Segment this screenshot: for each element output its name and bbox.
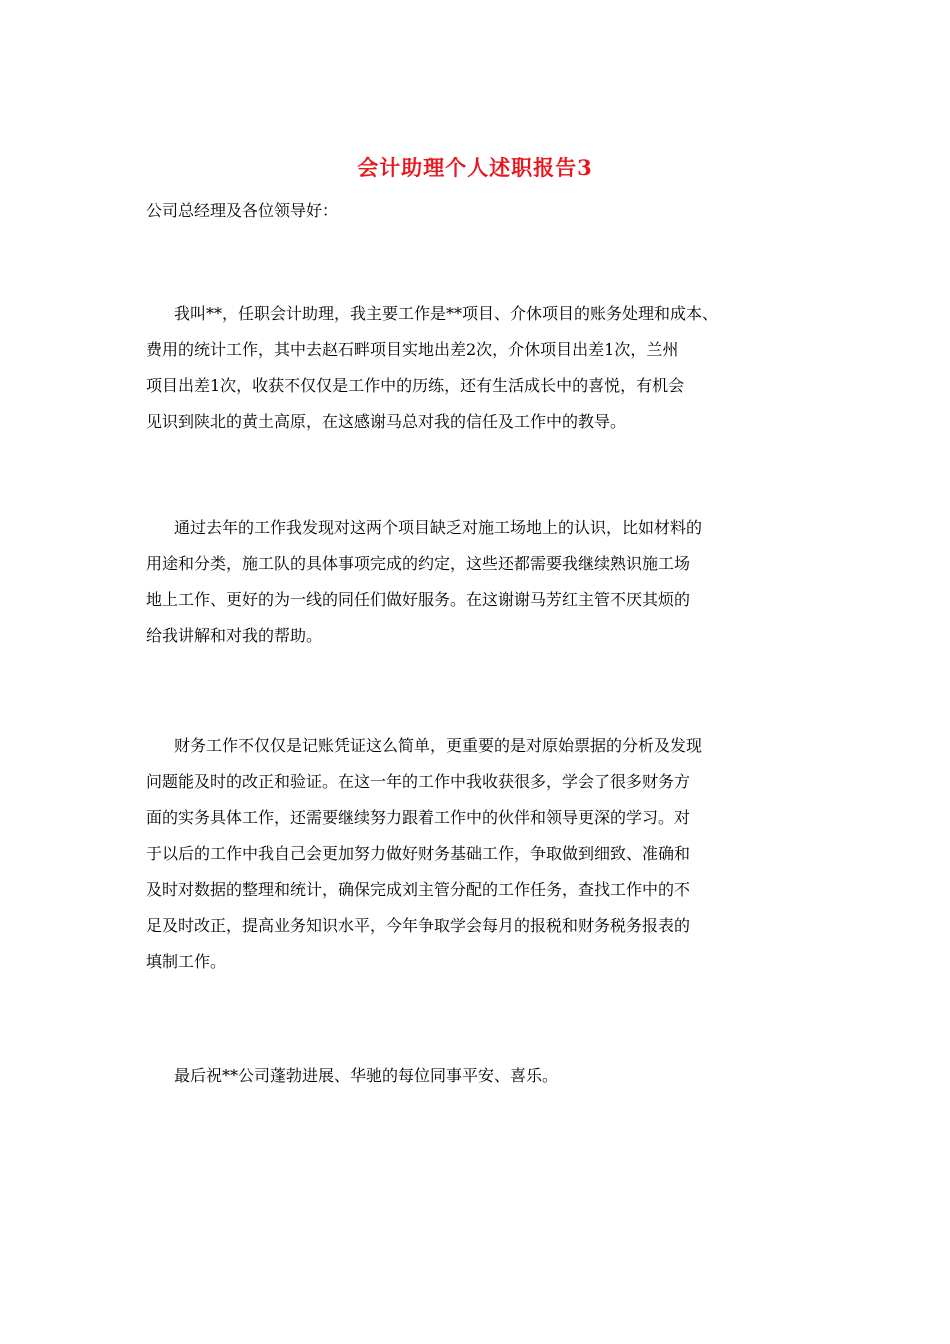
paragraph-line: 费用的统计工作，其中去赵石畔项目实地出差2次，介休项目出差1次，兰州 [146, 340, 679, 359]
paragraph-line: 项目出差1次，收获不仅仅是工作中的历练，还有生活成长中的喜悦，有机会 [146, 376, 685, 395]
paragraph-line: 于以后的工作中我自己会更加努力做好财务基础工作，争取做到细致、准确和 [146, 844, 691, 863]
paragraph-line: 填制工作。 [146, 952, 227, 971]
paragraph-line: 通过去年的工作我发现对这两个项目缺乏对施工场地上的认识，比如材料的 [174, 518, 703, 537]
paragraph-line: 见识到陕北的黄土高原，在这感谢马总对我的信任及工作中的教导。 [146, 412, 627, 431]
document-title: 会计助理个人述职报告3 [357, 155, 593, 180]
paragraph-line: 用途和分类，施工队的具体事项完成的约定，这些还都需要我继续熟识施工场 [146, 554, 691, 573]
paragraph-2 [146, 510, 836, 654]
paragraph-line: 及时对数据的整理和统计，确保完成刘主管分配的工作任务，查找工作中的不 [146, 880, 691, 899]
paragraph-line: 面的实务具体工作，还需要继续努力跟着工作中的伙伴和领导更深的学习。对 [146, 808, 691, 827]
paragraph-line: 给我讲解和对我的帮助。 [146, 626, 323, 645]
paragraph-line: 足及时改正，提高业务知识水平，今年争取学会每月的报税和财务税务报表的 [146, 916, 691, 935]
paragraph-4 [146, 1058, 836, 1094]
paragraph-3 [146, 728, 836, 980]
paragraph-1 [146, 296, 836, 440]
paragraph-line: 最后祝**公司蓬勃进展、华驰的每位同事平安、喜乐。 [174, 1066, 559, 1085]
salutation: 公司总经理及各位领导好： [146, 201, 339, 220]
paragraph-line: 我叫**，任职会计助理，我主要工作是**项目、介休项目的账务处理和成本、 [174, 304, 719, 323]
paragraph-line: 问题能及时的改正和验证。在这一年的工作中我收获很多，学会了很多财务方 [146, 772, 691, 791]
paragraph-line: 地上工作、更好的为一线的同任们做好服务。在这谢谢马芳红主管不厌其烦的 [146, 590, 691, 609]
paragraph-line: 财务工作不仅仅是记账凭证这么简单，更重要的是对原始票据的分析及发现 [174, 736, 703, 755]
